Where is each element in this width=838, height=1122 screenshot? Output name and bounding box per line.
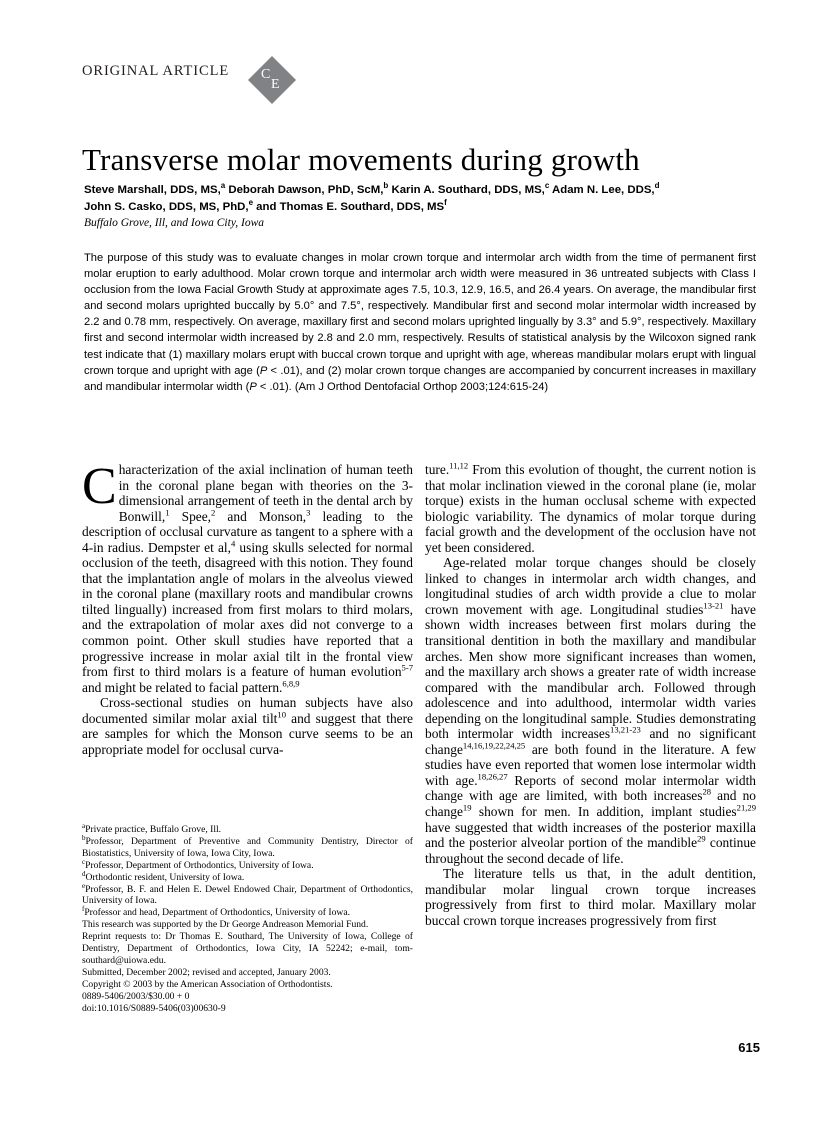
body-column-left: [82, 458, 413, 757]
fn-b: $^b$Professor, Department of Preventive and Community Dentistry, Director of Biostatistics, University of Iowa, Iowa City, Iowa.: [82, 833, 413, 859]
fn-reprint: Reprint requests to: Dr Thomas E. Southard, The University of Iowa, College of Dentistry, Department of Orthodontics, Iowa City, IA 52242; e-mail, tom-southard@uiowa.edu.: [82, 931, 413, 966]
author-line-2: John S. Casko, DDS, MS, PhD,$^e$ and Thomas E. Southard, DDS, $MS^f$: [84, 197, 447, 213]
author-list: [84, 182, 756, 215]
page-title: Transverse molar movements during growth: [82, 141, 640, 177]
paragraph-text: Age-related molar torque changes should be closely linked to changes in intermolar arch width changes, and longitudinal studies of arch width provide a clue to molar crown movement with age. Longitudinal studies$^{13-21}$ have shown width increases between first molars during the transitional dentition in both the maxillary and mandibular arches. Men show more significant increases than women, and the maxillary arch shows a greater rate of width increase compared with the mandibular arch. Followed through adolescence and into adulthood, intermolar width varies depending on the longitudinal sample. Studies demonstrating both intermolar width increases$^{13,21-23}$ and no significant change$^{14,16,19,22,24,25}$ are both found in the literature. A few studies have even reported that women lose intermolar width with age.$^{18,26,27}$ Reports of second molar intermolar width change with age are limited, with both increases$^{28}$ and no change$^{19}$ shown for men. In addition, implant studies$^{21,29}$ have suggested that width increases of the posterior maxilla and the posterior alveolar portion of the mandible$^{29}$ continue throughout the second decade of life.: [425, 555, 756, 866]
body-paragraph: [425, 555, 756, 866]
fn-issn: 0889-5406/2003/$30.00 + 0: [82, 990, 190, 1002]
fn-submitted: Submitted, December 2002; revised and accepted, January 2003.: [82, 966, 331, 978]
fn-funding: This research was supported by the Dr George Andreason Memorial Fund.: [82, 919, 369, 931]
ce-logo-e-letter: E: [271, 77, 280, 92]
body-paragraph: [425, 866, 756, 928]
fn-copyright: Copyright © 2003 by the American Association of Orthodontists.: [82, 978, 333, 990]
footnotes-block: [82, 821, 413, 1015]
author-line-1: Steve Marshall, DDS, MS,$^a$ Deborah Dawson, PhD, ScM,$^b$ Karin A. Southard, DDS, MS,$^c$ Adam N. Lee, DDS,$^d$: [84, 181, 660, 196]
body-paragraph: [82, 458, 413, 695]
article-header: [82, 57, 762, 113]
drop-cap: C: [82, 458, 117, 515]
abstract-text: The purpose of this study was to evaluate changes in molar crown torque and intermolar arch width from the time of permanent first molar eruption to early adulthood. Molar crown torque and intermolar arch width were measured in 36 untreated subjects with Class I occlusion from the Iowa Facial Growth Study at approximate ages 7.5, 10.3, 12.9, 16.5, and 26.4 years. On average, the mandibular first and second molars uprighted buccally by 5.0° and 7.5°, respectively. Mandibular first and second molar intermolar width increased by 2.2 and 0.78 mm, respectively. On average, maxillary first and second molars uprighted lingually by 3.3° and 5.9°, respectively. Maxillary first and second intermolar width increased by 2.8 and 2.0 mm, respectively. Results of statistical analysis by the Wilcoxon signed rank test indicate that (1) maxillary molars erupt with buccal crown torque and upright with age, whereas mandibular molars erupt with lingual crown torque and upright with age (P < .01), and (2) molar crown torque changes are accompanied by concurrent increases in maxillary and mandibular intermolar width (P < .01). (Am J Orthod Dentofacial Orthop 2003;124:615-24): [84, 252, 756, 393]
ce-logo-c-letter: C: [261, 67, 271, 82]
paragraph-text: ture.$^{11,12}$ From this evolution of thought, the current notion is that molar inclination viewed in the coronal plane (ie, molar torque) exists in the human occlusal scheme with expected biologic variability. The dynamics of molar torque during facial growth and the development of the occlusion have not yet been considered.: [425, 460, 756, 555]
article-type-label: ORIGINAL ARTICLE: [82, 63, 230, 79]
body-paragraph: [425, 462, 756, 555]
fn-doi: doi:10.1016/S0889-5406(03)00630-9: [82, 1002, 226, 1014]
ce-logo-letters: [249, 57, 296, 104]
paragraph-text: haracterization of the axial inclination of human teeth in the coronal plane began with theories on the 3-dimensional arrangement of teeth in the dental arch by Bonwill,$^1$ Spee,$^2$ and Monson,$^3$ leading to the description of occlusal curvature as tangent to a sphere with a 4-in radius. Dempster et al,$^4$ using skulls selected for normal occlusion of the teeth, disagreed with this notion. They found that the implantation angle of molars in the alveolus viewed in the coronal plane (maxillary roots and mandibular crowns tilted lingually) increased from first molars to third molars, and the extrapolation of molar axes did not converge to a common point. Other skull studies have reported that a progressive increase in molar axial tilt in the frontal view from first to third molars is a feature of human evolution$^{5-7}$ and might be related to facial pattern.$^{6,8,9}$: [82, 462, 413, 695]
fn-e: $^e$Professor, B. F. and Helen E. Dewel Endowed Chair, Department of Orthodontics, University of Iowa.: [82, 881, 413, 907]
fn-c: $^c$Professor, Department of Orthodontics, University of Iowa.: [82, 857, 314, 871]
paragraph-text: The literature tells us that, in the adult dentition, mandibular molar lingual crown torque increases progressively from first to third molar. Maxillary molar buccal crown torque increases progressively from first: [425, 866, 756, 928]
ce-credit-logo: [249, 57, 296, 104]
affiliation-cities: Buffalo Grove, Ill, and Iowa City, Iowa: [84, 217, 265, 229]
page-number: 615: [738, 1040, 760, 1055]
fn-d: $^d$Orthodontic resident, University of Iowa.: [82, 869, 245, 883]
fn-a: $^a$Private practice, Buffalo Grove, Ill.: [82, 821, 222, 835]
body-paragraph: [82, 695, 413, 757]
body-column-right: [425, 462, 756, 928]
fn-f: $^f$Professor and head, Department of Orthodontics, University of Iowa.: [82, 905, 350, 919]
paragraph-text: Cross-sectional studies on human subjects have also documented similar molar axial tilt$^{10}$ and suggest that there are samples for which the Monson curve seems to be an appropriate model for occlusal curva-: [82, 695, 413, 757]
